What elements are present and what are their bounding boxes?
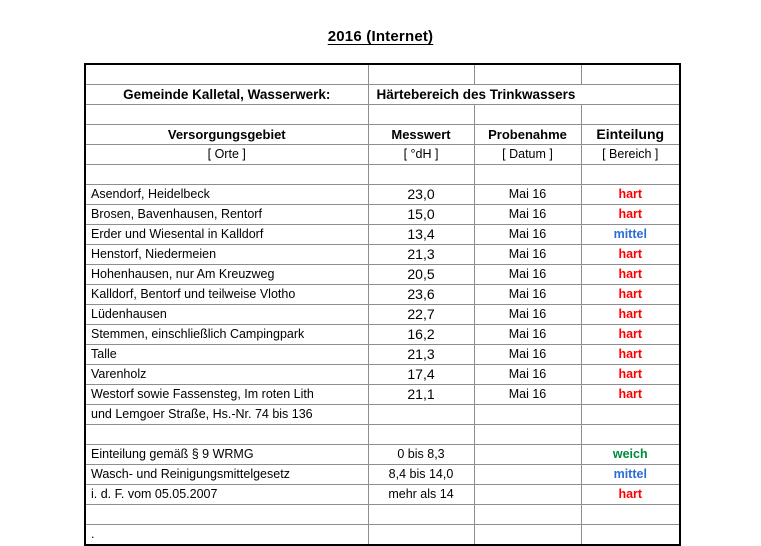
measurement-value: 22,7 — [368, 305, 474, 325]
page-title-text: 2016 (Internet) — [327, 28, 434, 45]
spacer-cell — [581, 165, 680, 185]
table-row-spacer — [85, 105, 680, 125]
table-row-column-headers — [85, 125, 680, 145]
spacer-cell — [474, 165, 581, 185]
legend-label: Einteilung gemäß § 9 WRMG — [85, 445, 368, 465]
spacer-cell — [85, 165, 368, 185]
measurement-date: Mai 16 — [474, 265, 581, 285]
legend-row — [85, 465, 680, 485]
table-row-spacer — [85, 165, 680, 185]
measurement-date: Mai 16 — [474, 325, 581, 345]
measurement-classification: hart — [581, 325, 680, 345]
table-row — [85, 225, 680, 245]
spacer-cell — [581, 64, 680, 85]
measurement-date: Mai 16 — [474, 345, 581, 365]
measurement-date: Mai 16 — [474, 385, 581, 405]
organisation-label: Gemeinde Kalletal, Wasserwerk: — [85, 85, 368, 105]
legend-range: 0 bis 8,3 — [368, 445, 474, 465]
subject-label: Härtebereich des Trinkwassers — [368, 85, 680, 105]
column-unit-bereich: [ Bereich ] — [581, 145, 680, 165]
measurement-date: Mai 16 — [474, 205, 581, 225]
column-unit-dh: [ °dH ] — [368, 145, 474, 165]
spacer-cell — [474, 64, 581, 85]
page-title — [0, 28, 761, 45]
legend-classification: mittel — [581, 465, 680, 485]
measurement-area: Talle — [85, 345, 368, 365]
column-header-einteilung: Einteilung — [581, 125, 680, 145]
table-row-spacer — [85, 425, 680, 445]
measurement-classification: hart — [581, 245, 680, 265]
legend-classification: hart — [581, 485, 680, 505]
spacer-cell — [474, 525, 581, 546]
measurement-value: 21,1 — [368, 385, 474, 405]
measurement-date: Mai 16 — [474, 185, 581, 205]
table-row — [85, 305, 680, 325]
spacer-cell — [85, 425, 368, 445]
measurement-date: Mai 16 — [474, 285, 581, 305]
measurement-value: 16,2 — [368, 325, 474, 345]
measurement-area: Kalldorf, Bentorf und teilweise Vlotho — [85, 285, 368, 305]
measurement-value: 20,5 — [368, 265, 474, 285]
measurement-area: Brosen, Bavenhausen, Rentorf — [85, 205, 368, 225]
measurement-rows — [85, 185, 680, 405]
table-row — [85, 385, 680, 405]
spacer-cell — [368, 525, 474, 546]
measurement-classification: hart — [581, 185, 680, 205]
table-body — [85, 64, 680, 185]
measurement-classification: hart — [581, 345, 680, 365]
water-hardness-table — [84, 63, 681, 546]
measurement-date: Mai 16 — [474, 305, 581, 325]
table-row-spacer — [85, 505, 680, 525]
measurement-classification: mittel — [581, 225, 680, 245]
measurement-area: Lüdenhausen — [85, 305, 368, 325]
footer-dot: . — [85, 525, 368, 546]
spacer-cell — [368, 64, 474, 85]
table-row-continuation — [85, 405, 680, 425]
measurement-value: 23,0 — [368, 185, 474, 205]
measurement-area: Westorf sowie Fassensteg, Im roten Lith — [85, 385, 368, 405]
measurement-value: 21,3 — [368, 245, 474, 265]
measurement-area: Henstorf, Niedermeien — [85, 245, 368, 265]
measurement-area: Hohenhausen, nur Am Kreuzweg — [85, 265, 368, 285]
table-row — [85, 245, 680, 265]
legend-row — [85, 445, 680, 465]
continuation-area: und Lemgoer Straße, Hs.-Nr. 74 bis 136 — [85, 405, 368, 425]
measurement-value: 15,0 — [368, 205, 474, 225]
measurement-area: Erder und Wiesental in Kalldorf — [85, 225, 368, 245]
spacer-cell — [581, 505, 680, 525]
column-unit-orte: [ Orte ] — [85, 145, 368, 165]
measurement-area: Stemmen, einschließlich Campingpark — [85, 325, 368, 345]
table-row-footer — [85, 525, 680, 546]
continuation-value — [368, 405, 474, 425]
table-row — [85, 205, 680, 225]
table-row — [85, 285, 680, 305]
measurement-classification: hart — [581, 285, 680, 305]
spacer-cell — [474, 105, 581, 125]
measurement-area: Varenholz — [85, 365, 368, 385]
table-row-heading — [85, 85, 680, 105]
column-header-probenahme: Probenahme — [474, 125, 581, 145]
measurement-area: Asendorf, Heidelbeck — [85, 185, 368, 205]
column-header-versorgungsgebiet: Versorgungsgebiet — [85, 125, 368, 145]
table-row — [85, 345, 680, 365]
column-unit-datum: [ Datum ] — [474, 145, 581, 165]
spacer-cell — [85, 505, 368, 525]
table-row — [85, 265, 680, 285]
spacer-cell — [581, 105, 680, 125]
measurement-classification: hart — [581, 205, 680, 225]
measurement-classification: hart — [581, 265, 680, 285]
legend-row — [85, 485, 680, 505]
measurement-classification: hart — [581, 305, 680, 325]
spacer-cell — [474, 425, 581, 445]
measurement-classification: hart — [581, 385, 680, 405]
spacer-cell — [85, 105, 368, 125]
spacer-cell — [581, 425, 680, 445]
legend-rows — [85, 445, 680, 505]
measurement-date: Mai 16 — [474, 245, 581, 265]
table-row — [85, 325, 680, 345]
table-row — [85, 185, 680, 205]
spacer-cell — [368, 505, 474, 525]
table-row-spacer-top — [85, 64, 680, 85]
legend-date — [474, 465, 581, 485]
legend-date — [474, 485, 581, 505]
table-row-column-units — [85, 145, 680, 165]
measurement-date: Mai 16 — [474, 365, 581, 385]
legend-date — [474, 445, 581, 465]
measurement-value: 17,4 — [368, 365, 474, 385]
measurement-value: 13,4 — [368, 225, 474, 245]
spacer-cell — [368, 165, 474, 185]
legend-classification: weich — [581, 445, 680, 465]
continuation-date — [474, 405, 581, 425]
spacer-cell — [85, 64, 368, 85]
legend-range: 8,4 bis 14,0 — [368, 465, 474, 485]
column-header-messwert: Messwert — [368, 125, 474, 145]
spacer-cell — [474, 505, 581, 525]
measurement-value: 21,3 — [368, 345, 474, 365]
spacer-cell — [368, 105, 474, 125]
table-row — [85, 365, 680, 385]
spacer-cell — [368, 425, 474, 445]
legend-range: mehr als 14 — [368, 485, 474, 505]
measurement-classification: hart — [581, 365, 680, 385]
measurement-date: Mai 16 — [474, 225, 581, 245]
continuation-classification — [581, 405, 680, 425]
legend-label: Wasch- und Reinigungsmittelgesetz — [85, 465, 368, 485]
measurement-value: 23,6 — [368, 285, 474, 305]
legend-label: i. d. F. vom 05.05.2007 — [85, 485, 368, 505]
spacer-cell — [581, 525, 680, 546]
